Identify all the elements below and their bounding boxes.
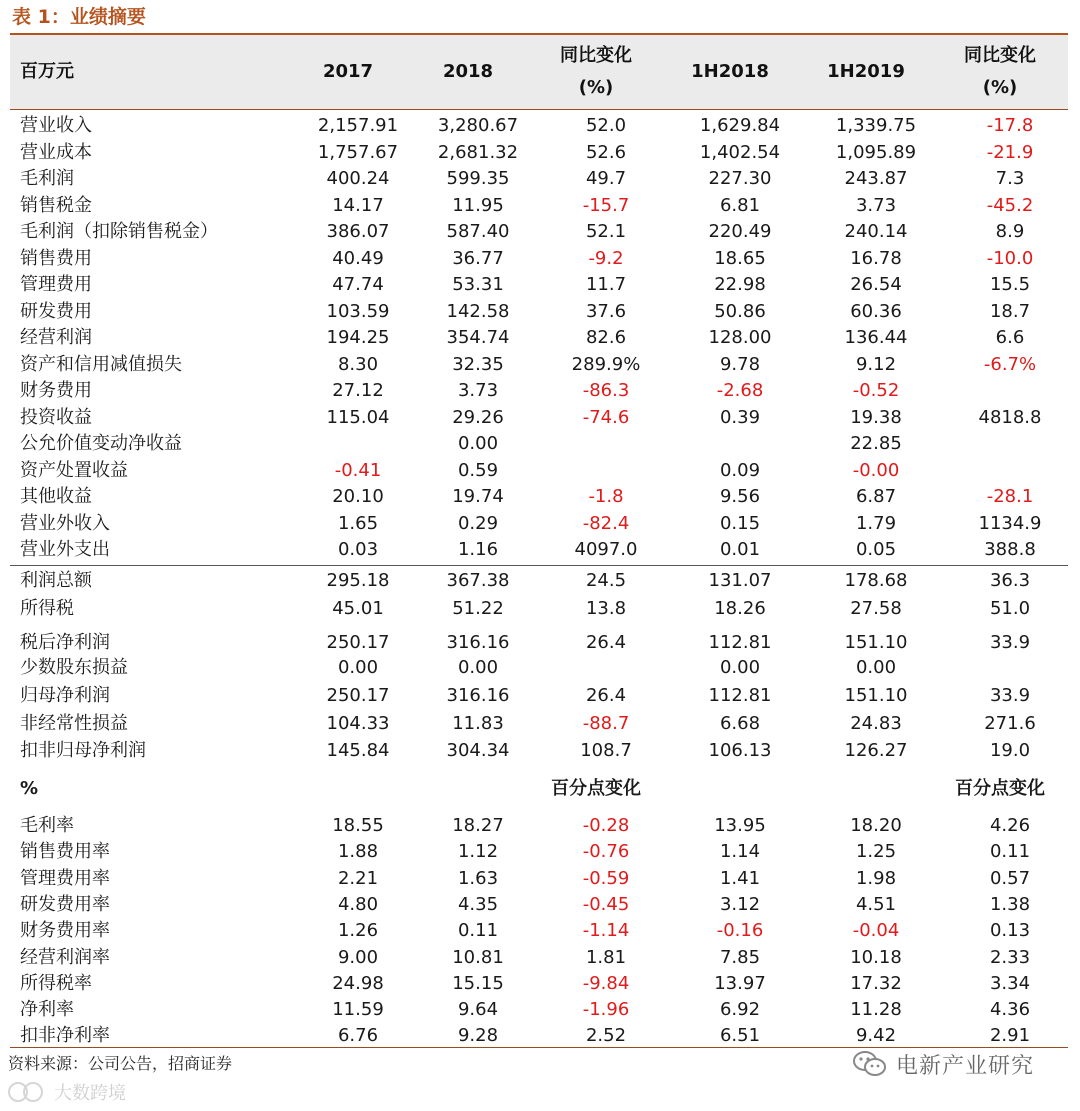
value-yoy: 2.52 (585, 1025, 627, 1047)
value-1h2018: -0.16 (716, 920, 764, 942)
table-row (10, 537, 1068, 563)
value-2017: 103.59 (326, 300, 390, 322)
table-row (10, 813, 1068, 839)
value-2018: 0.00 (457, 433, 499, 454)
value-2017: 20.10 (332, 486, 384, 507)
value-2017: 1.65 (337, 512, 379, 534)
row-label: 非经常性损益 (20, 713, 128, 734)
row-label: 财务费用 (20, 380, 92, 401)
table-row (10, 299, 1068, 325)
value-yoy-half: 15.5 (989, 274, 1031, 295)
table-row (10, 352, 1068, 378)
value-yoy: -0.45 (582, 893, 630, 915)
row-label: 毛利润（扣除销售税金） (20, 221, 218, 242)
value-1h2019: 27.58 (850, 598, 902, 619)
value-1h2019: 0.00 (855, 657, 897, 678)
value-2018: 15.15 (452, 972, 504, 994)
value-2018: 354.74 (446, 327, 510, 348)
watermark-right-text: 电新产业研究 (896, 1053, 1035, 1079)
value-1h2018: 13.97 (714, 972, 766, 994)
value-2018: 316.16 (446, 632, 510, 653)
row-label: 毛利润 (20, 168, 74, 189)
value-yoy-half (950, 378, 1070, 404)
value-1h2019: 9.12 (855, 353, 897, 375)
value-2018: 36.77 (452, 247, 504, 269)
value-1h2019: 0.05 (855, 539, 897, 560)
value-1h2019: 126.27 (844, 740, 908, 761)
value-2017: 14.17 (332, 194, 384, 216)
row-label: 经营利润率 (20, 946, 110, 968)
value-yoy: 52.0 (585, 115, 627, 136)
value-yoy-half: 4.26 (989, 815, 1031, 836)
value-2017: 8.30 (337, 353, 379, 375)
value-yoy (546, 431, 666, 457)
value-yoy: 49.7 (585, 168, 627, 189)
table-row (10, 866, 1068, 892)
value-2017: 104.33 (326, 713, 390, 734)
row-label: 投资收益 (20, 406, 92, 428)
value-1h2019: 60.36 (850, 300, 902, 322)
value-2018: 3,280.67 (437, 115, 519, 136)
value-yoy-half: -45.2 (986, 194, 1034, 216)
value-yoy: 108.7 (580, 740, 632, 761)
table-row (10, 839, 1068, 865)
table-title: 表 1：业绩摘要 (12, 6, 146, 28)
value-yoy-half: 1134.9 (978, 512, 1042, 534)
row-label: 净利率 (20, 999, 74, 1021)
table-row (10, 405, 1068, 431)
value-2018: 599.35 (446, 168, 510, 189)
value-1h2018: 50.86 (714, 300, 766, 322)
table-row (10, 683, 1068, 709)
header-col-label: 1H2019 (827, 61, 905, 82)
value-2017: 0.00 (337, 657, 379, 678)
value-yoy: -0.76 (582, 841, 630, 863)
value-2018: 10.81 (452, 946, 504, 968)
value-yoy: 11.7 (585, 274, 627, 295)
value-2018: 9.64 (457, 999, 499, 1021)
value-yoy: 4097.0 (574, 539, 638, 560)
value-yoy: -0.59 (582, 867, 630, 889)
value-2018: 11.83 (452, 713, 504, 734)
pct-section-label: % (20, 778, 39, 799)
table-row (10, 630, 1068, 656)
value-2017: 115.04 (326, 406, 390, 428)
table-row (10, 484, 1068, 510)
value-1h2019: 1.25 (855, 841, 897, 863)
value-yoy: -1.14 (582, 920, 630, 942)
value-1h2019: 17.32 (850, 972, 902, 994)
value-yoy: 26.4 (585, 685, 627, 706)
value-1h2019: 178.68 (844, 570, 908, 591)
value-1h2018: -2.68 (716, 380, 764, 401)
value-2017: 400.24 (326, 168, 390, 189)
value-2018: 367.38 (446, 570, 510, 591)
value-2017: 47.74 (332, 274, 384, 295)
value-1h2019: 243.87 (844, 168, 908, 189)
value-yoy (546, 458, 666, 484)
value-yoy: 24.5 (585, 570, 627, 591)
value-2017 (300, 431, 416, 457)
row-label: 营业外收入 (20, 512, 110, 534)
value-yoy: -88.7 (582, 713, 630, 734)
row-label: 销售费用率 (20, 841, 110, 863)
value-yoy-half (950, 655, 1070, 681)
value-yoy-half: 18.7 (989, 300, 1031, 322)
table-row (10, 378, 1068, 404)
value-2018: 0.29 (457, 512, 499, 534)
value-1h2019: 9.42 (855, 1025, 897, 1047)
value-2018: 2,681.32 (437, 141, 519, 163)
value-yoy-half: 2.33 (989, 946, 1031, 968)
value-yoy: -86.3 (582, 380, 630, 401)
value-2018: 3.73 (457, 380, 499, 401)
table-row (10, 193, 1068, 219)
value-yoy: 52.1 (585, 221, 627, 242)
value-2017: 11.59 (332, 999, 384, 1021)
value-2017: 4.80 (337, 893, 379, 915)
value-1h2018: 18.65 (714, 247, 766, 269)
value-2017: 18.55 (332, 815, 384, 836)
table-row (10, 113, 1068, 139)
value-yoy-half: 33.9 (989, 685, 1031, 706)
header-col-2017 (290, 35, 406, 109)
value-1h2018: 112.81 (708, 632, 772, 653)
value-yoy: 37.6 (585, 300, 627, 322)
value-yoy-half: 51.0 (989, 598, 1031, 619)
row-label: 利润总额 (20, 570, 92, 591)
value-2018: 0.11 (457, 920, 499, 942)
value-yoy-half: 8.9 (995, 221, 1025, 242)
value-2017: 27.12 (332, 380, 384, 401)
value-1h2019: 24.83 (850, 713, 902, 734)
value-1h2019: -0.52 (852, 380, 900, 401)
value-1h2018: 0.00 (719, 657, 761, 678)
value-1h2019: 1.98 (855, 867, 897, 889)
row-label: 税后净利润 (20, 632, 110, 653)
value-yoy-half: -28.1 (986, 486, 1034, 507)
value-yoy (546, 655, 666, 681)
value-1h2019: 4.51 (855, 893, 897, 915)
watermark-left (6, 1078, 126, 1106)
value-1h2018: 0.39 (719, 406, 761, 428)
value-1h2019: 1.79 (855, 512, 897, 534)
value-yoy-half: 4.36 (989, 999, 1031, 1021)
value-1h2018: 3.12 (719, 893, 761, 915)
row-label: 营业成本 (20, 141, 92, 163)
row-label: 销售费用 (20, 247, 92, 269)
table-row (10, 511, 1068, 537)
table-row (10, 997, 1068, 1023)
source-note: 资料来源：公司公告，招商证券 (8, 1054, 233, 1073)
table-row (10, 431, 1068, 457)
value-1h2018: 0.01 (719, 539, 761, 560)
value-2017: 194.25 (326, 327, 390, 348)
value-yoy-half: 6.6 (995, 327, 1025, 348)
table-row (10, 272, 1068, 298)
value-yoy: 82.6 (585, 327, 627, 348)
value-yoy-half: 7.3 (995, 168, 1025, 189)
value-2017: 295.18 (326, 570, 390, 591)
value-yoy: 1.81 (585, 946, 627, 968)
row-label: 其他收益 (20, 486, 92, 507)
value-1h2019: 240.14 (844, 221, 908, 242)
value-1h2018: 128.00 (708, 327, 772, 348)
value-1h2018: 0.15 (719, 512, 761, 534)
table-row (10, 219, 1068, 245)
value-2017: 40.49 (332, 247, 384, 269)
row-label: 资产和信用减值损失 (20, 353, 182, 375)
row-label: 资产处置收益 (20, 459, 128, 481)
value-yoy-half: 388.8 (984, 539, 1036, 560)
value-yoy: -74.6 (582, 406, 630, 428)
value-yoy: -0.28 (582, 815, 630, 836)
value-1h2018: 1.41 (719, 867, 761, 889)
row-label: 扣非净利率 (20, 1025, 110, 1047)
value-2017: 9.00 (337, 946, 379, 968)
header-col-yoy-half (940, 35, 1060, 109)
value-yoy: -1.96 (582, 999, 630, 1021)
value-yoy: -9.2 (588, 247, 624, 269)
row-label: 管理费用率 (20, 867, 110, 889)
value-1h2019: 26.54 (850, 274, 902, 295)
value-yoy: 289.9% (571, 353, 641, 375)
value-2018: 4.35 (457, 893, 499, 915)
value-2017: 45.01 (332, 598, 384, 619)
value-1h2019: 1,339.75 (835, 115, 917, 136)
value-1h2019: 11.28 (850, 999, 902, 1021)
header-col-unit: (%) (578, 77, 614, 98)
pct-section-change-label-half: 百分点变化 (955, 778, 1045, 799)
row-label: 归母净利润 (20, 685, 110, 706)
value-1h2019: 1,095.89 (835, 141, 917, 163)
value-1h2019: -0.00 (852, 459, 900, 481)
value-yoy-half: 1.38 (989, 893, 1031, 915)
value-2018: 0.59 (457, 459, 499, 481)
table-row (10, 971, 1068, 997)
value-1h2019: -0.04 (852, 920, 900, 942)
pct-section-change-label: 百分点变化 (551, 778, 641, 799)
value-2018: 9.28 (457, 1025, 499, 1047)
row-label: 所得税 (20, 598, 74, 619)
table-row (10, 568, 1068, 594)
table-row (10, 892, 1068, 918)
header-col-label: 同比变化 (560, 45, 632, 66)
value-2018: 53.31 (452, 274, 504, 295)
value-1h2018: 6.68 (719, 713, 761, 734)
table-row (10, 596, 1068, 622)
value-2018: 316.16 (446, 685, 510, 706)
value-yoy-half: -10.0 (986, 247, 1034, 269)
header-col-label: 1H2018 (691, 61, 769, 82)
value-2018: 51.22 (452, 598, 504, 619)
header-col-yoy (536, 35, 656, 109)
value-yoy-half: 3.34 (989, 972, 1031, 994)
value-1h2019: 10.18 (850, 946, 902, 968)
value-2017: 1.26 (337, 920, 379, 942)
value-yoy: 52.6 (585, 141, 627, 163)
row-label: 经营利润 (20, 327, 92, 348)
header-rule (10, 109, 1068, 110)
value-2018: 1.63 (457, 867, 499, 889)
watermark-right (852, 1046, 1034, 1082)
row-label: 研发费用 (20, 300, 92, 322)
value-yoy-half: 2.91 (989, 1025, 1031, 1047)
row-label: 营业外支出 (20, 539, 110, 560)
row-label: 销售税金 (20, 194, 92, 216)
value-1h2018: 6.81 (719, 194, 761, 216)
table-row (10, 655, 1068, 681)
value-1h2018: 22.98 (714, 274, 766, 295)
value-yoy-half: 0.11 (989, 841, 1031, 863)
value-2017: 1,757.67 (317, 141, 399, 163)
table-row (10, 711, 1068, 737)
value-1h2018: 227.30 (708, 168, 772, 189)
value-yoy-half: -17.8 (986, 115, 1034, 136)
value-yoy-half: -6.7% (983, 353, 1037, 375)
header-col-1h2018 (670, 35, 790, 109)
value-2017: 1.88 (337, 841, 379, 863)
table-row (10, 140, 1068, 166)
table-row (10, 246, 1068, 272)
row-label: 扣非归母净利润 (20, 740, 146, 761)
value-1h2018: 106.13 (708, 740, 772, 761)
value-2017: 386.07 (326, 221, 390, 242)
value-2018: 0.00 (457, 657, 499, 678)
header-unit-label: 百万元 (20, 61, 74, 82)
value-1h2018: 1,402.54 (699, 141, 781, 163)
value-2017: 24.98 (332, 972, 384, 994)
value-yoy: -9.84 (582, 972, 630, 994)
value-yoy-half: 19.0 (989, 740, 1031, 761)
value-2018: 1.16 (457, 539, 499, 560)
value-yoy-half: 0.57 (989, 867, 1031, 889)
value-1h2018: 6.51 (719, 1025, 761, 1047)
table-row (10, 945, 1068, 971)
value-2017: -0.41 (334, 459, 382, 481)
value-1h2018 (680, 431, 800, 457)
value-1h2018: 0.09 (719, 459, 761, 481)
value-2018: 18.27 (452, 815, 504, 836)
row-label: 所得税率 (20, 972, 92, 994)
row-label: 管理费用 (20, 274, 92, 295)
value-1h2019: 3.73 (855, 194, 897, 216)
value-1h2018: 9.78 (719, 353, 761, 375)
table-row (10, 325, 1068, 351)
table-row (10, 918, 1068, 944)
value-2017: 250.17 (326, 632, 390, 653)
table-row (10, 738, 1068, 764)
value-2018: 142.58 (446, 300, 510, 322)
value-2018: 29.26 (452, 406, 504, 428)
header-unit (20, 35, 220, 109)
value-2017: 250.17 (326, 685, 390, 706)
value-yoy-half (950, 431, 1070, 457)
value-1h2018: 6.92 (719, 999, 761, 1021)
value-yoy-half: 0.13 (989, 920, 1031, 942)
header-col-label: 2018 (442, 61, 494, 82)
value-1h2018: 13.95 (714, 815, 766, 836)
watermark-left-text: 大数跨境 (54, 1083, 126, 1104)
value-1h2019: 151.10 (844, 632, 908, 653)
header-col-label: 同比变化 (964, 45, 1036, 66)
value-1h2018: 112.81 (708, 685, 772, 706)
value-1h2018: 7.85 (719, 946, 761, 968)
row-label: 营业收入 (20, 115, 92, 136)
value-yoy: 13.8 (585, 598, 627, 619)
value-yoy-half: 33.9 (989, 632, 1031, 653)
value-yoy-half: 4818.8 (978, 406, 1042, 428)
value-2018: 1.12 (457, 841, 499, 863)
value-1h2019: 136.44 (844, 327, 908, 348)
value-yoy: -82.4 (582, 512, 630, 534)
row-label: 研发费用率 (20, 893, 110, 915)
value-1h2018: 1.14 (719, 841, 761, 863)
value-2018: 19.74 (452, 486, 504, 507)
header-col-1h2019 (806, 35, 926, 109)
value-1h2019: 19.38 (850, 406, 902, 428)
value-2017: 145.84 (326, 740, 390, 761)
value-1h2019: 16.78 (850, 247, 902, 269)
value-2017: 0.03 (337, 539, 379, 560)
row-label: 财务费用率 (20, 920, 110, 942)
wechat-icon (852, 1049, 888, 1079)
value-yoy: -1.8 (588, 486, 624, 507)
row-label: 公允价值变动净收益 (20, 433, 182, 454)
row-label: 毛利率 (20, 815, 74, 836)
value-yoy: 26.4 (585, 632, 627, 653)
value-1h2019: 18.20 (850, 815, 902, 836)
value-2018: 304.34 (446, 740, 510, 761)
value-2017: 2.21 (337, 867, 379, 889)
table-row (10, 458, 1068, 484)
value-2017: 6.76 (337, 1025, 379, 1047)
header-col-unit: (%) (982, 77, 1018, 98)
value-1h2018: 18.26 (714, 598, 766, 619)
section-rule (10, 565, 1068, 566)
value-2018: 32.35 (452, 353, 504, 375)
value-1h2018: 131.07 (708, 570, 772, 591)
value-1h2018: 9.56 (719, 486, 761, 507)
value-1h2019: 151.10 (844, 685, 908, 706)
header-col-2018 (410, 35, 526, 109)
value-yoy: -15.7 (582, 194, 630, 216)
row-label: 少数股东损益 (20, 657, 128, 678)
value-2017: 2,157.91 (317, 115, 399, 136)
value-1h2019: 6.87 (855, 486, 897, 507)
value-yoy-half: 271.6 (984, 713, 1036, 734)
watermark-logo-icon (6, 1080, 48, 1104)
value-2018: 11.95 (452, 194, 504, 216)
value-1h2018: 220.49 (708, 221, 772, 242)
header-col-label: 2017 (322, 61, 374, 82)
value-yoy-half: -21.9 (986, 141, 1034, 163)
value-yoy-half: 36.3 (989, 570, 1031, 591)
value-1h2019: 22.85 (850, 433, 902, 454)
value-1h2018: 1,629.84 (699, 115, 781, 136)
value-yoy-half (950, 458, 1070, 484)
value-2018: 587.40 (446, 221, 510, 242)
table-row (10, 166, 1068, 192)
